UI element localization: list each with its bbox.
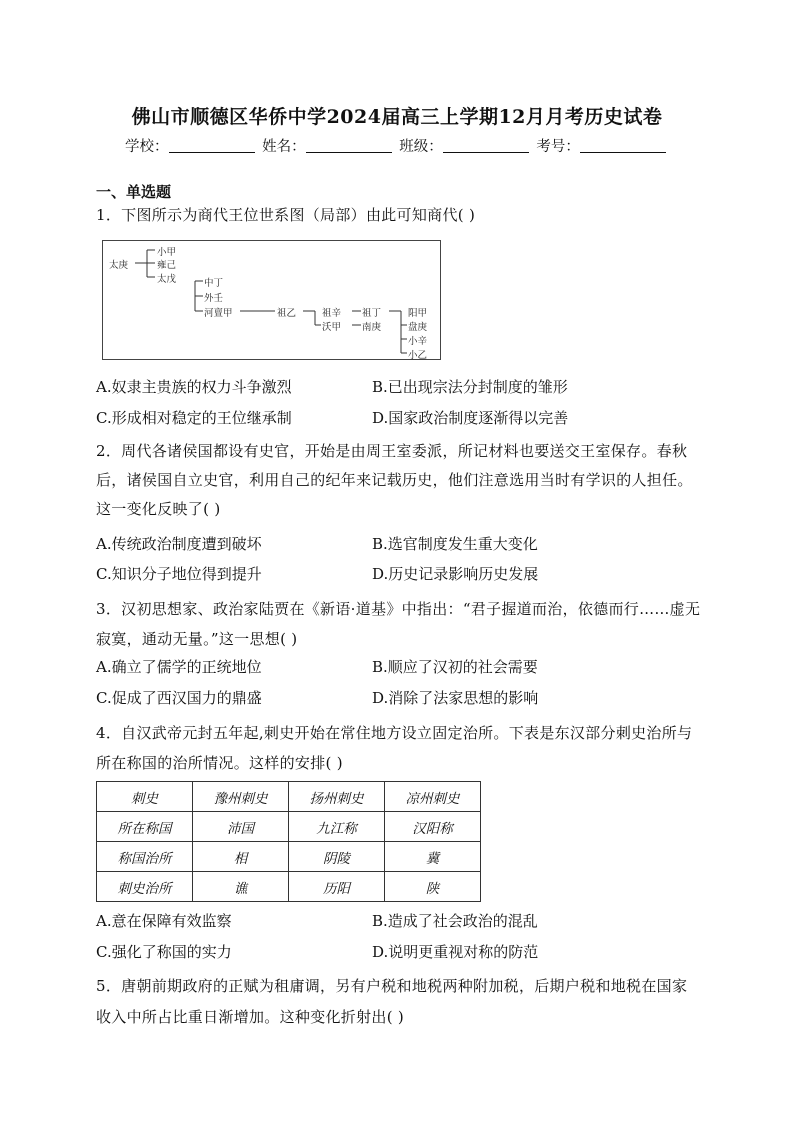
table-header-row: [97, 782, 481, 812]
class-blank[interactable]: [443, 138, 529, 153]
table-cell: 称国治所: [97, 842, 193, 872]
q2-option-b[interactable]: B.选官制度发生重大变化: [372, 535, 538, 553]
lineage-lines: [103, 241, 440, 359]
number-blank[interactable]: [580, 138, 666, 153]
name-label: 姓名：: [262, 139, 306, 155]
student-info-line: [125, 135, 669, 156]
table-header-cell: 豫州刺史: [193, 782, 289, 812]
class-label: 班级：: [399, 139, 443, 155]
q4-option-d[interactable]: D.说明更重视对称的防范: [372, 943, 539, 961]
number-label: 考号：: [536, 139, 580, 155]
q4-option-b[interactable]: B.造成了社会政治的混乱: [372, 912, 538, 930]
king-pangeng: 盘庚: [408, 322, 428, 333]
king-woujia: 沃甲: [322, 322, 342, 333]
table-cell: 所在称国: [97, 812, 193, 842]
table-cell: 相: [193, 842, 289, 872]
king-zuding: 祖丁: [362, 308, 382, 319]
table-header-cell: 凉州刺史: [385, 782, 481, 812]
question-2-stem: 2．周代各诸侯国都设有史官，开始是由周王室委派，所记材料也要送交王室保存。春秋后，诸侯国自立史官，利用自己的纪年来记载历史，他们注意选用当时有学识的人担任。这一变化反映了( ): [96, 442, 693, 518]
table-cell: 九江称: [289, 812, 385, 842]
question-5-stem: 5．唐朝前期政府的正赋为租庸调，另有户税和地税两种附加税，后期户税和地税在国家收入中所占比重日渐增加。这种变化折射出( ): [96, 977, 688, 1026]
q2-option-d[interactable]: D.历史记录影响历史发展: [372, 565, 539, 583]
king-taiwu: 太戊: [157, 274, 177, 285]
table-cell: 汉阳称: [385, 812, 481, 842]
page-title: 佛山市顺德区华侨中学2024届高三上学期12月月考历史试卷: [131, 106, 663, 128]
section-title: 一、单选题: [96, 183, 172, 201]
king-zuyi: 祖乙: [277, 308, 297, 319]
q2-option-c[interactable]: C.知识分子地位得到提升: [96, 565, 262, 583]
king-yangjia: 阳甲: [408, 308, 428, 319]
table-cell: 谯: [193, 872, 289, 902]
table-cell: 冀: [385, 842, 481, 872]
table-cell: 历阳: [289, 872, 385, 902]
table-header-cell: 扬州刺史: [289, 782, 385, 812]
question-3-stem: 3．汉初思想家、政治家陆贾在《新语·道基》中指出：“君子握道而治，依德而行……虚无寂寞，通动无量。”这一思想( ): [96, 600, 701, 648]
q2-option-a[interactable]: A.传统政治制度遭到破坏: [96, 535, 262, 553]
king-zuxin: 祖辛: [322, 308, 342, 319]
king-xiaojia: 小甲: [157, 247, 177, 258]
table-header-cell: 刺史: [97, 782, 193, 812]
king-nangeng: 南庚: [362, 322, 382, 333]
king-waiyen: 外壬: [204, 293, 224, 304]
q4-option-c[interactable]: C.强化了称国的实力: [96, 943, 232, 961]
table-cell: 沛国: [193, 812, 289, 842]
q1-option-b[interactable]: B.已出现宗法分封制度的雏形: [372, 378, 568, 396]
name-blank[interactable]: [306, 138, 392, 153]
q3-option-a[interactable]: A.确立了儒学的正统地位: [96, 658, 262, 676]
king-taigeng: 太庚: [109, 260, 129, 271]
king-xiaoyi: 小乙: [408, 350, 428, 361]
q1-option-d[interactable]: D.国家政治制度逐渐得以完善: [372, 409, 569, 427]
q1-option-c[interactable]: C.形成相对稳定的王位继承制: [96, 409, 292, 427]
q3-option-b[interactable]: B.顺应了汉初的社会需要: [372, 658, 538, 676]
school-blank[interactable]: [169, 138, 255, 153]
table-row: [97, 812, 481, 842]
table-cell: 刺史治所: [97, 872, 193, 902]
king-hetanjia: 河亶甲: [204, 308, 233, 319]
prefecture-table: [96, 781, 481, 902]
q4-option-a[interactable]: A.意在保障有效监察: [96, 912, 232, 930]
school-label: 学校：: [125, 139, 169, 155]
question-1-stem: 1．下图所示为商代王位世系图（局部）由此可知商代( ): [96, 206, 476, 224]
table-cell: 陕: [385, 872, 481, 902]
table-row: [97, 842, 481, 872]
q3-option-c[interactable]: C.促成了西汉国力的鼎盛: [96, 689, 262, 707]
king-xiaoxin: 小辛: [408, 336, 428, 347]
table-row: [97, 872, 481, 902]
king-yongji: 雍己: [157, 260, 177, 271]
king-zhongding: 中丁: [204, 278, 224, 289]
shang-lineage-figure: [102, 240, 441, 360]
q1-option-a[interactable]: A.奴隶主贵族的权力斗争激烈: [96, 378, 292, 396]
question-4-stem: 4．自汉武帝元封五年起,刺史开始在常住地方设立固定治所。下表是东汉部分刺史治所与所在称国的治所情况。这样的安排( ): [96, 724, 693, 772]
table-cell: 阴陵: [289, 842, 385, 872]
q3-option-d[interactable]: D.消除了法家思想的影响: [372, 689, 539, 707]
